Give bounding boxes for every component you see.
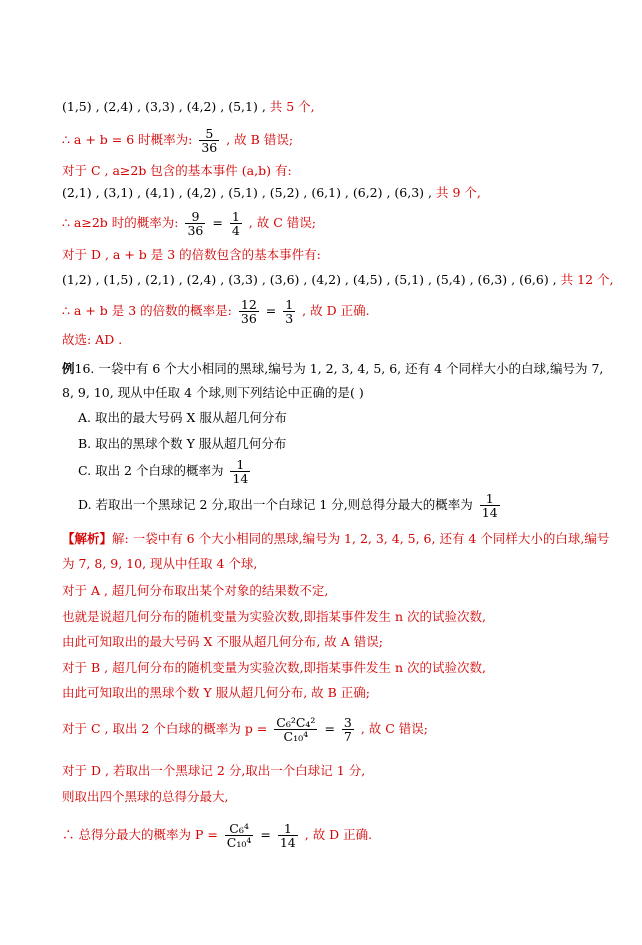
solution-conclusion-a: 由此可知取出的最大号码 X 不服从超几何分布, 故 A 错误; (62, 634, 383, 649)
prob-line-d (62, 298, 370, 325)
case-d-header: 对于 D , a + b 是 3 的倍数包含的基本事件有: (62, 247, 321, 262)
prob-line-sum6 (62, 127, 293, 154)
example-stem-line-1 (62, 361, 603, 377)
solution-c-text: 对于 C , 取出 2 个白球的概率为 p = (62, 721, 268, 736)
option-a: A. 取出的最大号码 X 服从超几何分布 (78, 410, 287, 425)
pair-line-3 (62, 272, 613, 288)
fraction-3-7 (342, 716, 354, 743)
prob-d-text: ∴ a + b 是 3 的倍数的概率是: (62, 303, 232, 318)
solution-intro: 解: 一袋中有 6 个大小相同的黑球,编号为 1, 2, 3, 4, 5, 6, 还有 4 个同样大小的白球,编号 (112, 531, 610, 546)
conclusion-c: , 故 C 错误; (248, 215, 316, 230)
denominator: 4 (231, 223, 240, 238)
fraction-1-4 (230, 210, 242, 237)
pairs-sum6: (1,5) , (2,4) , (3,3) , (4,2) , (5,1) , (62, 99, 266, 114)
denominator: 3 (285, 311, 294, 326)
solution-line-1 (62, 531, 609, 547)
option-b: B. 取出的黑球个数 Y 服从超几何分布 (78, 436, 287, 451)
option-c-text: C. 取出 2 个白球的概率为 (78, 463, 224, 478)
case-c-header: 对于 C , a≥2b 包含的基本事件 (a,b) 有: (62, 163, 292, 178)
solution-definition: 也就是说超几何分布的随机变量为实验次数,即指某事件发生 n 次的试验次数, (62, 609, 486, 624)
count-a-ge-2b: 共 9 个, (436, 185, 481, 200)
fraction-1-14-d (480, 492, 500, 519)
denominator: 14 (232, 471, 249, 486)
numerator: 12 (240, 297, 257, 312)
numerator: 1 (285, 297, 294, 312)
pair-line-1 (62, 99, 315, 115)
denominator: 36 (187, 223, 204, 238)
solution-case-d: 对于 D , 若取出一个黑球记 2 分,取出一个白球记 1 分, (62, 763, 366, 778)
denominator: C₁₀⁴ (283, 729, 309, 744)
example-label: 例 (62, 361, 75, 376)
fraction-5-36 (199, 127, 219, 154)
numerator: 1 (231, 209, 240, 224)
numerator: 9 (185, 210, 205, 224)
pairs-mult3: (1,2) , (1,5) , (2,1) , (2,4) , (3,3) , (3,6) , (4,2) , (4,5) , (5,1) , (5,4) , (6,3) , (6,6) , (62, 272, 557, 287)
prob-sum6-text: ∴ a + b = 6 时概率为: (62, 132, 193, 147)
option-d-text: D. 若取出一个黑球记 2 分,取出一个白球记 1 分,则总得分最大的概率为 (78, 497, 473, 512)
conclusion-d: , 故 D 正确. (302, 303, 370, 318)
solution-case-c (62, 716, 428, 743)
solution-conclusion-d: , 故 D 正确. (304, 827, 373, 842)
solution-final (62, 822, 372, 849)
equals-sign: = (212, 215, 223, 230)
equals-sign: = (265, 303, 277, 318)
fraction-1-3 (283, 298, 295, 325)
numerator: 3 (343, 715, 352, 730)
answer-line: 故选: AD . (62, 332, 123, 347)
solution-final-text: ∴ 总得分最大的概率为 P = (62, 827, 218, 842)
pairs-a-ge-2b: (2,1) , (3,1) , (4,1) , (4,2) , (5,1) , (5,2) , (6,1) , (6,2) , (6,3) , (62, 185, 433, 200)
fraction-1-14-final (278, 822, 298, 849)
denominator: 14 (481, 505, 498, 520)
example-stem-1: 16. 一袋中有 6 个大小相同的黑球,编号为 1, 2, 3, 4, 5, 6, 还有 4 个同样大小的白球,编号为 7, (74, 361, 604, 376)
equals-sign: = (260, 827, 271, 842)
option-d (78, 492, 503, 519)
denominator: 7 (343, 729, 352, 744)
numerator: C₆⁴ (225, 822, 254, 836)
numerator: 1 (278, 822, 298, 836)
denominator: 14 (279, 835, 296, 850)
count-mult3: 共 12 个, (560, 272, 614, 287)
example-stem-2: 8, 9, 10, 现从中任取 4 个球,则下列结论中正确的是( ) (62, 385, 364, 400)
option-c (78, 458, 253, 485)
solution-conclusion-b: 由此可知取出的黑球个数 Y 服从超几何分布, 故 B 正确; (62, 685, 370, 700)
fraction-12-36 (239, 298, 259, 325)
solution-case-b: 对于 B , 超几何分布的随机变量为实验次数,即指某事件发生 n 次的试验次数, (62, 660, 487, 675)
equals-sign: = (324, 721, 335, 736)
solution-line-2: 为 7, 8, 9, 10, 现从中任取 4 个球, (62, 556, 258, 571)
fraction-9-36 (185, 210, 205, 237)
denominator: 36 (201, 140, 218, 155)
fraction-combination-d (225, 822, 254, 849)
solution-d-max: 则取出四个黑球的总得分最大, (62, 789, 229, 804)
solution-tag: 【解析】 (62, 531, 113, 546)
solution-conclusion-c: , 故 C 错误; (360, 721, 429, 736)
numerator: 1 (230, 458, 250, 472)
denominator: 36 (240, 311, 257, 326)
conclusion-b: , 故 B 错误; (226, 132, 294, 147)
numerator: 5 (199, 127, 219, 141)
denominator: C₁₀⁴ (226, 835, 252, 850)
count-sum6: 共 5 个, (269, 99, 315, 114)
solution-case-a: 对于 A , 超几何分布取出某个对象的结果数不定, (62, 583, 329, 598)
numerator: C₆²C₄² (276, 715, 316, 730)
prob-line-c (62, 210, 316, 237)
numerator: 1 (480, 492, 500, 506)
pair-line-2 (62, 185, 481, 201)
fraction-combination-c (274, 716, 317, 743)
prob-c-text: ∴ a≥2b 时的概率为: (62, 215, 179, 230)
fraction-1-14 (230, 458, 250, 485)
